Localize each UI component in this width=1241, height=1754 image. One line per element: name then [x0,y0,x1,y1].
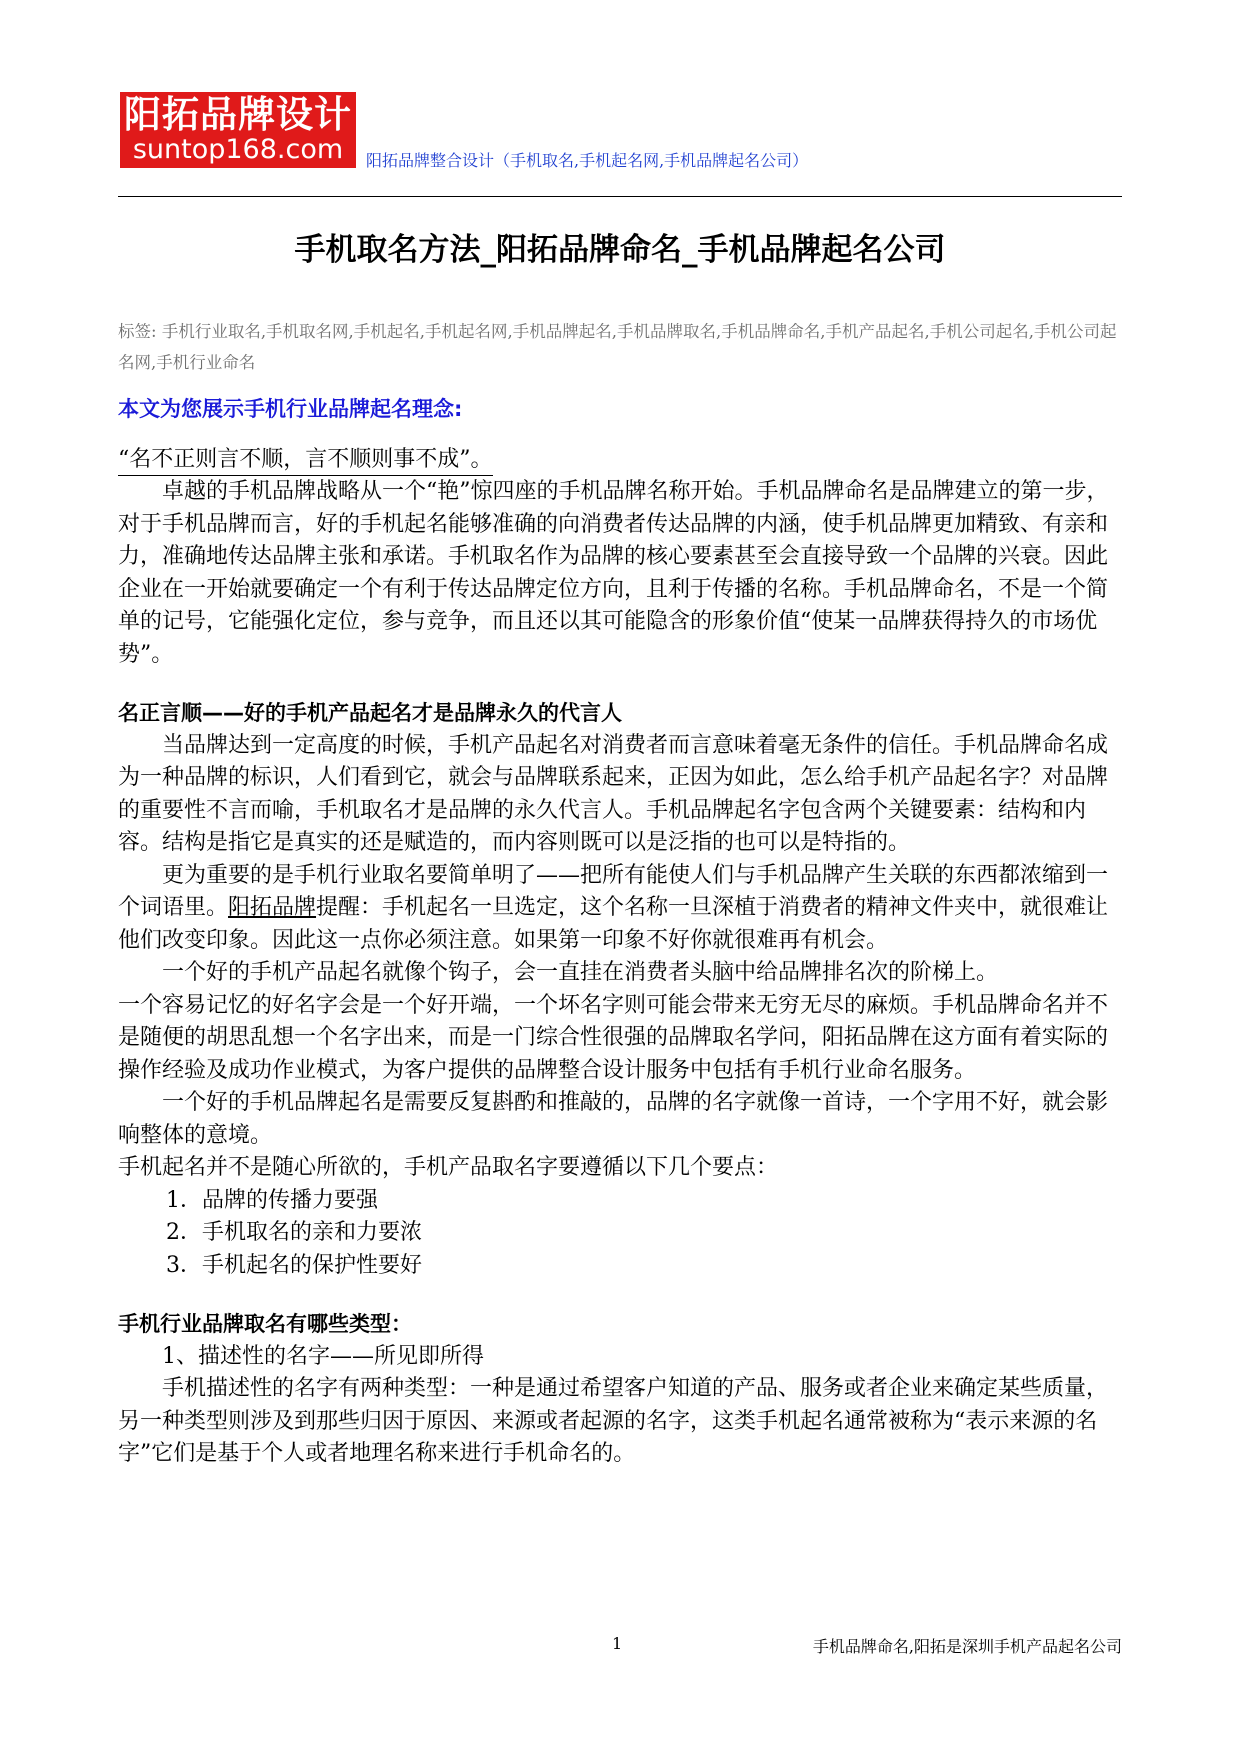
logo-domain-text: suntop168.com [132,134,344,165]
logo-chinese-text: 阳拓品牌设计 [124,93,352,136]
section1-p2-after: 提醒：手机起名一旦选定，这个名称一旦深植于消费者的精神文件夹中，就很难让他们改变印象。因此这一点你必须注意。如果第一印象不好你就很难再有机会。 [118,895,1109,953]
list-item: 1．品牌的传播力要强 [166,1187,378,1213]
article-body [118,393,1128,1471]
brand-logo [120,92,356,168]
section2-heading: 手机行业品牌取名有哪些类型： [118,1312,412,1336]
section1-paragraph-3b: 一个容易记忆的好名字会是一个好开端，一个坏名字则可能会带来无穷无尽的麻烦。手机品牌命名并不是随便的胡思乱想一个名字出来，而是一门综合性很强的品牌取名学问，阳拓品牌在这方面有着实际的操作经验及成功作业模式，为客户提供的品牌整合设计服务中包括有手机行业命名服务。 [118,992,1109,1083]
intro-quote: “名不正则言不顺，言不顺则事不成”。 [118,445,493,476]
tags-label: 标签: [118,322,157,341]
section2-paragraph-1: 手机描述性的名字有两种类型：一种是通过希望客户知道的产品、服务或者企业来确定某些质量，另一种类型则涉及到那些归因于原因、来源或者起源的名字，这类手机起名通常被称为“表示来源的名字”它们是基于个人或者地理名称来进行手机命名的。 [118,1376,1109,1466]
list-item: 2．手机取名的亲和力要浓 [166,1220,422,1245]
header-tagline: 阳拓品牌整合设计（手机取名,手机起名网,手机品牌起名公司） [366,151,809,170]
section1-p2-before: 更为重要的是手机行业取名要简单明了——把所有能使人们与手机品牌产生关联的东西都浓缩到一个词语里。 [118,862,1109,920]
footer-note: 手机品牌命名,阳拓是深圳手机产品起名公司 [812,1637,1122,1656]
section1-heading: 名正言顺——好的手机产品起名才是品牌永久的代言人 [118,701,622,725]
section1-paragraph-1: 当品牌达到一定高度的时候，手机产品起名对消费者而言意味着毫无条件的信任。手机品牌命名成为一种品牌的标识，人们看到它，就会与品牌联系起来，正因为如此，怎么给手机产品起名字？对品牌的重要性不言而喻，手机取名才是品牌的永久代言人。手机品牌起名字包含两个关键要素：结构和内容。结构是指它是真实的还是赋造的，而内容则既可以是泛指的也可以是特指的。 [118,732,1109,855]
section1-paragraph-3: 一个好的手机产品起名就像个钩子，会一直挂在消费者头脑中给品牌排名次的阶梯上。 [162,960,999,985]
section2-item-1: 1、描述性的名字——所见即所得 [162,1343,484,1369]
tags-line [118,316,1128,378]
intro-heading: 本文为您展示手机行业品牌起名理念: [118,397,463,421]
section1-paragraph-5: 手机起名并不是随心所欲的，手机产品取名字要遵循以下几个要点： [118,1155,779,1180]
page-number: 1 [612,1634,623,1653]
section1-paragraph-2 [118,860,1128,958]
intro-paragraph: 卓越的手机品牌战略从一个“艳”惊四座的手机品牌名称开始。手机品牌命名是品牌建立的第一步，对于手机品牌而言，好的手机起名能够准确的向消费者传达品牌的内涵，使手机品牌更加精致、有亲和力，准确地传达品牌主张和承诺。手机取名作为品牌的核心要素甚至会直接导致一个品牌的兴衰。因此企业在一开始就要确定一个有利于传达品牌定位方向，且利于传播的名称。手机品牌命名，不是一个简单的记号，它能强化定位，参与竞争，而且还以其可能隐含的形象价值“使某一品牌获得持久的市场优势”。 [118,479,1109,667]
section1-paragraph-4: 一个好的手机品牌起名是需要反复斟酌和推敲的，品牌的名字就像一首诗，一个字用不好，就会影响整体的意境。 [118,1090,1109,1148]
header-divider [118,196,1122,197]
document-title: 手机取名方法_阳拓品牌命名_手机品牌起名公司 [294,232,946,268]
list-item: 3．手机起名的保护性要好 [166,1252,422,1278]
tags-text: 手机行业取名,手机取名网,手机起名,手机起名网,手机品牌起名,手机品牌取名,手机品牌命名,手机产品起名,手机公司起名,手机公司起名网,手机行业命名 [118,322,1117,372]
brand-link[interactable]: 阳拓品牌 [228,895,317,920]
